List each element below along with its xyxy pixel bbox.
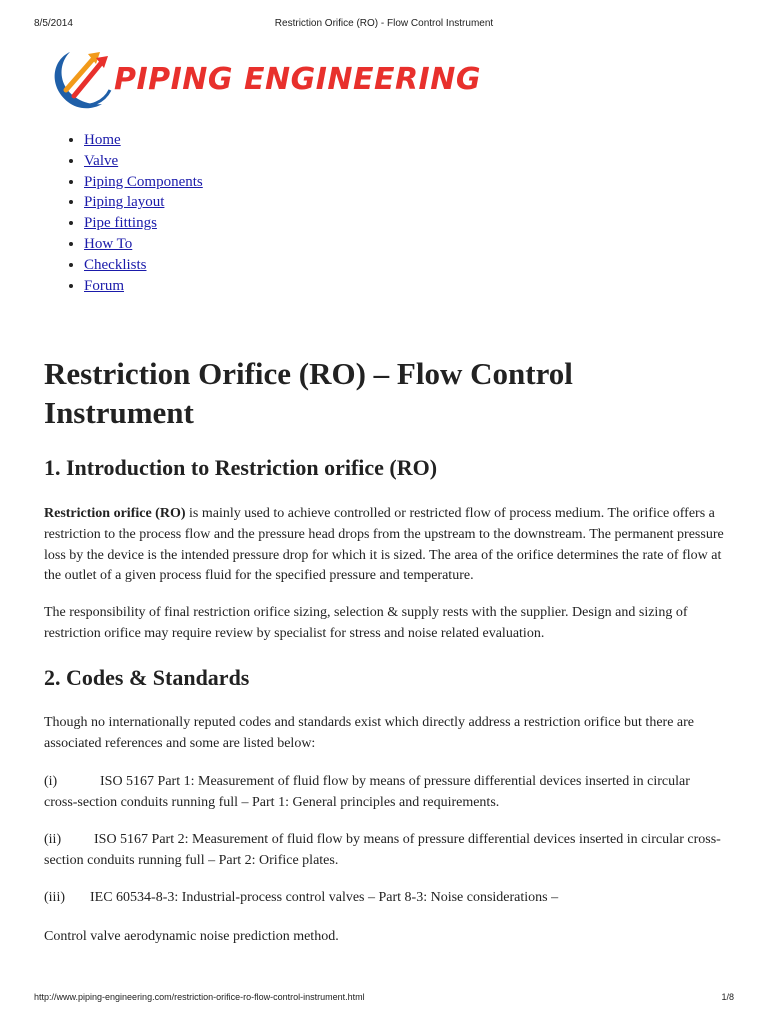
- page-url: http://www.piping-engineering.com/restriction-orifice-ro-flow-control-instrument.html: [34, 992, 365, 1002]
- article-title: Restriction Orifice (RO) – Flow Control Instrument: [44, 356, 573, 430]
- page-number: 1/8: [721, 992, 734, 1002]
- reference-number: (i): [44, 774, 58, 789]
- nav-link-how-to[interactable]: How To: [84, 235, 133, 252]
- intro-paragraph: [44, 504, 724, 587]
- reference-item: [44, 772, 724, 814]
- logo-wordmark: PIPING ENGINEERING: [114, 62, 481, 97]
- nav-link-home[interactable]: Home: [84, 132, 121, 148]
- nav-item-home: [84, 130, 203, 151]
- nav-link-piping-layout[interactable]: Piping layout: [84, 194, 165, 211]
- site-logo[interactable]: [48, 46, 498, 114]
- reference-number: (iii): [44, 890, 65, 905]
- nav-item-how-to: [84, 234, 203, 255]
- main-nav: [48, 130, 203, 296]
- intro-paragraph-text: is mainly used to achieve controlled or restricted flow of process medium. The orifice offers a restriction to the process flow and the pressure head drops from the upstream to the downstream. The permanent pressure loss by the device is the intended pressure drop for which it is sized. The area of the orifice determines the rate of flow at the outlet of a given process fluid for the specified pressure and temperature.: [44, 506, 724, 584]
- reference-text: ISO 5167 Part 2: Measurement of fluid flow by means of pressure differential devices inserted in circular cross-section conduits running full – Part 2: Orifice plates.: [44, 832, 721, 868]
- print-date: 8/5/2014: [34, 18, 73, 29]
- print-document-title: Restriction Orifice (RO) - Flow Control Instrument: [274, 18, 494, 29]
- nav-link-checklists[interactable]: Checklists: [84, 256, 147, 273]
- reference-text: ISO 5167 Part 1: Measurement of fluid flow by means of pressure differential devices inserted in circular cross-section conduits running full – Part 1: General principles and requirements.: [44, 774, 690, 810]
- nav-link-forum[interactable]: Forum: [84, 277, 125, 294]
- nav-item-piping-layout: [84, 192, 203, 213]
- nav-link-valve[interactable]: Valve: [84, 152, 119, 169]
- nav-link-pipe-fittings[interactable]: Pipe fittings: [84, 215, 157, 232]
- reference-number: (ii): [44, 832, 62, 847]
- reference-item: [44, 830, 724, 872]
- intro-heading: 1. Introduction to Restriction orifice (RO): [44, 455, 438, 480]
- responsibility-paragraph: The responsibility of final restriction orifice sizing, selection & supply rests with the supplier. Design and sizing of restriction orifice may require review by specialist for stress and noise related evaluation.: [44, 605, 688, 641]
- codes-heading: 2. Codes & Standards: [44, 665, 250, 690]
- print-header: [0, 18, 768, 32]
- nav-item-forum: [84, 276, 203, 297]
- nav-item-pipe-fittings: [84, 213, 203, 234]
- reference-text: IEC 60534-8-3: Industrial-process control valves – Part 8-3: Noise considerations –: [90, 890, 559, 905]
- print-footer: [0, 992, 768, 1006]
- codes-intro-paragraph: Though no internationally reputed codes and standards exist which directly address a restriction orifice but there are associated references and some are listed below:: [44, 715, 695, 751]
- reference-continuation: Control valve aerodynamic noise prediction method.: [44, 929, 339, 944]
- intro-term: Restriction orifice (RO): [44, 506, 186, 521]
- nav-link-piping-components[interactable]: Piping Components: [84, 173, 203, 190]
- nav-item-piping-components: [84, 172, 203, 193]
- reference-item: [44, 888, 724, 909]
- piping-logo-icon: [48, 46, 118, 112]
- nav-item-checklists: [84, 255, 203, 276]
- nav-item-valve: [84, 151, 203, 172]
